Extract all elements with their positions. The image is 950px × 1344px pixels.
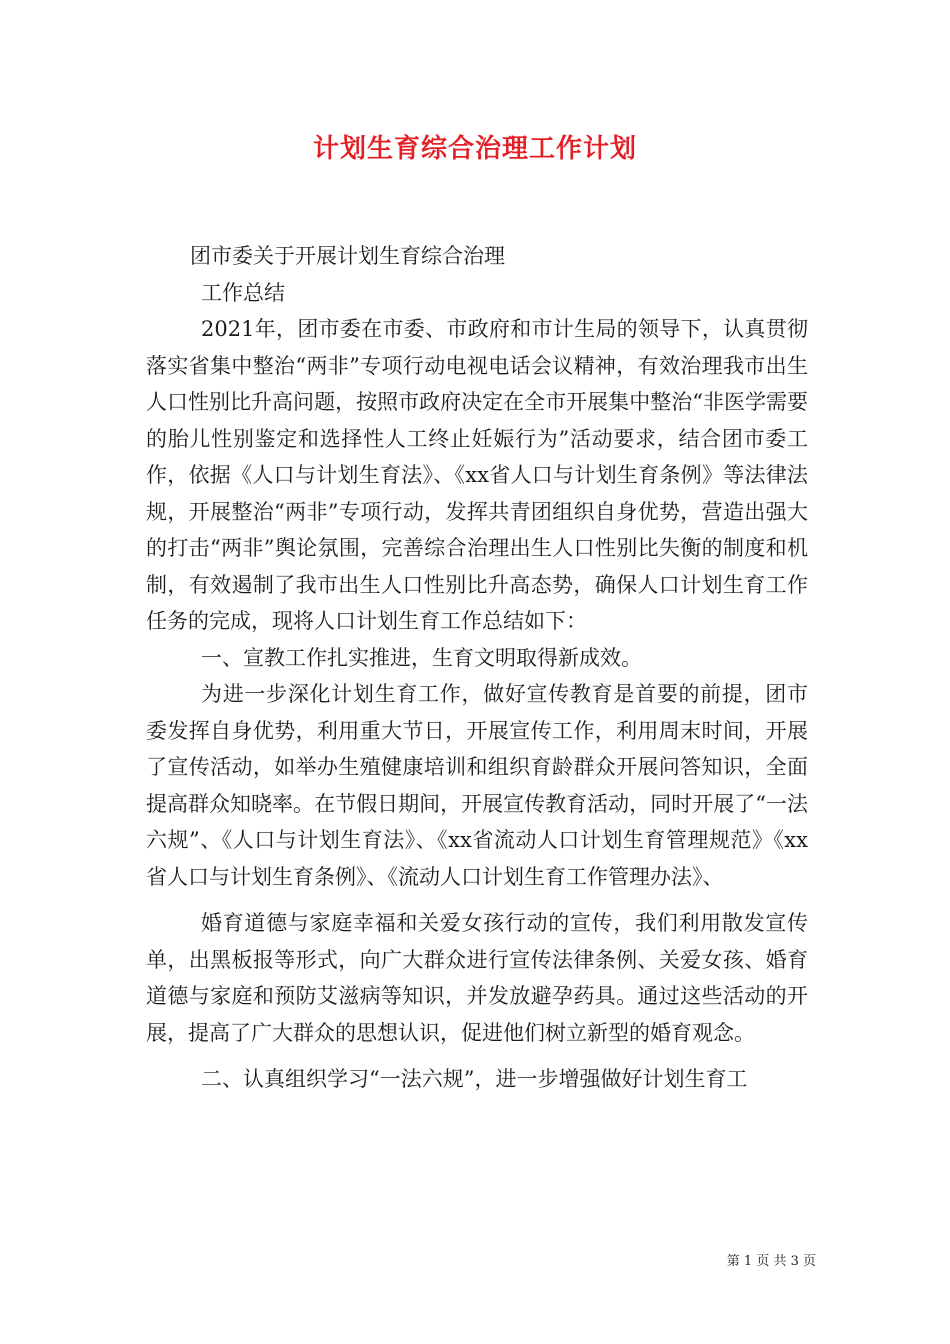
paragraph-intro: 2021年，团市委在市委、市政府和市计生局的领导下，认真贯彻落实省集中整治“两非”专项行动电视电话会议精神，有效治理我市出生人口性别比升高问题，按照市政府决定在全市开展集中整治“非医学需要的胎儿性别鉴定和选择性人工终止妊娠行为”活动要求，结合团市委工作，依据《人口与计划生育法》、《xx省人口与计划生育条例》等法律法规，开展整治“两非”专项行动，发挥共青团组织自身优势，营造出强大的打击“两非”舆论氛围，完善综合治理出生人口性别比失衡的制度和机制，有效遏制了我市出生人口性别比升高态势，确保人口计划生育工作任务的完成，现将人口计划生育工作总结如下： xyxy=(146,317,808,633)
paragraph-subtitle-1: 团市委关于开展计划生育综合治理 xyxy=(190,244,505,268)
paragraph-section-2-heading: 二、认真组织学习“一法六规”，进一步增强做好计划生育工 xyxy=(201,1067,748,1091)
page-number-footer: 第 1 页 共 3 页 xyxy=(726,1254,816,1269)
document-title: 计划生育综合治理工作计划 xyxy=(312,134,637,164)
document-body xyxy=(146,238,808,1098)
paragraph-subtitle-2: 工作总结 xyxy=(201,280,285,305)
paragraph-section-1-body-2: 婚育道德与家庭幸福和关爱女孩行动的宣传，我们利用散发宣传单，出黑板报等形式，向广大群众进行宣传法律条例、关爱女孩、婚育道德与家庭和预防艾滋病等知识，并发放避孕药具。通过这些活动的开展，提高了广大群众的思想认识，促进他们树立新型的婚育观念。 xyxy=(146,911,808,1045)
paragraph-section-1-heading: 一、宣教工作扎实推进，生育文明取得新成效。 xyxy=(201,645,642,670)
paragraph-section-1-body: 为进一步深化计划生育工作，做好宣传教育是首要的前提，团市委发挥自身优势，利用重大节日，开展宣传工作，利用周末时间，开展了宣传活动，如举办生殖健康培训和组织育龄群众开展问答知识，全面提高群众知晓率。在节假日期间，开展宣传教育活动，同时开展了“一法六规”、《人口与计划生育法》、《xx省流动人口计划生育管理规范》《xx省人口与计划生育条例》、《流动人口计划生育工作管理办法》、 xyxy=(146,682,808,889)
